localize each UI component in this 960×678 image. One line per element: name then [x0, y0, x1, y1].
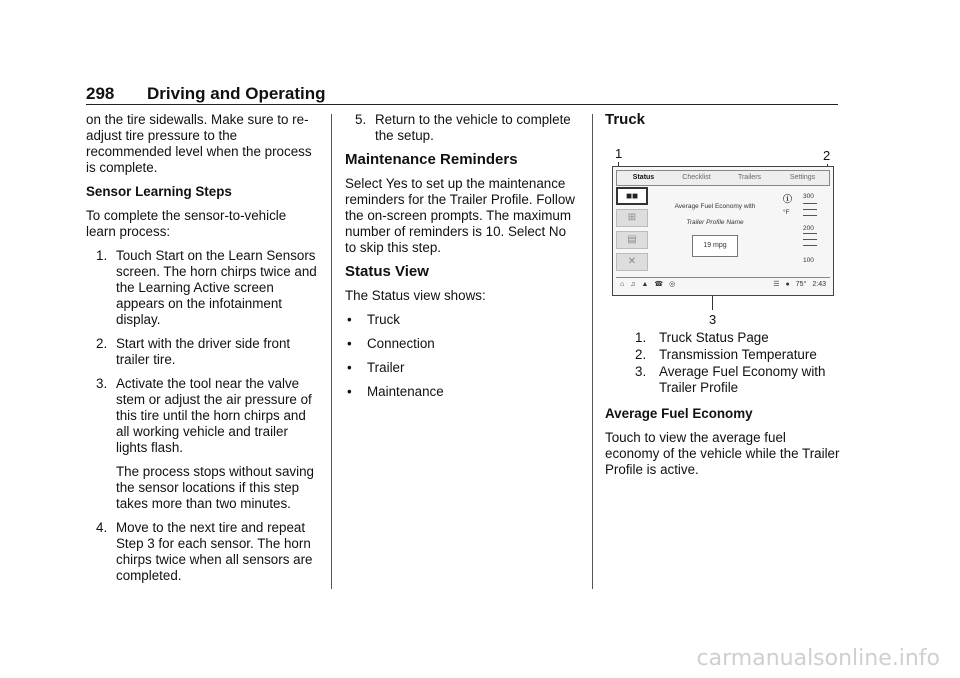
temperature-readout: 75°	[795, 281, 807, 288]
tab-checklist: Checklist	[682, 174, 711, 181]
gauge-unit: °F	[783, 209, 790, 216]
status-view-heading: Status View	[345, 263, 429, 280]
list-item	[86, 336, 318, 368]
avg-fuel-heading: Average Fuel Economy	[605, 406, 753, 421]
column-2	[345, 112, 577, 408]
location-icon: ●	[785, 281, 790, 288]
column-3	[605, 112, 841, 486]
sensor-learning-heading: Sensor Learning Steps	[86, 184, 232, 199]
step-number: 2.	[96, 336, 108, 351]
warning-icon: ⓘ	[783, 194, 793, 204]
mpg-value: 19 mpg	[692, 235, 737, 257]
truck-status-figure	[605, 136, 835, 326]
step-text: Touch Start on the Learn Sensors screen. The horn chirps twice and the Learning Active screen appears on the infotainment display.	[116, 248, 317, 327]
step-text: Start with the driver side front trailer tire.	[116, 336, 291, 367]
gauge-tick	[803, 233, 817, 234]
list-item	[345, 336, 577, 352]
step-number: 5.	[355, 112, 367, 127]
bullet-text: Trailer	[367, 360, 405, 375]
page-title: Driving and Operating	[147, 84, 326, 103]
infotainment-screen	[612, 166, 834, 296]
list-item	[86, 376, 318, 456]
maintenance-heading: Maintenance Reminders	[345, 151, 518, 168]
tab-status: Status	[632, 174, 655, 181]
list-item	[86, 248, 318, 328]
status-bullets	[345, 312, 577, 400]
legend-text: Truck Status Page	[659, 330, 769, 345]
fuel-economy-panel	[653, 187, 777, 275]
column-divider-2	[592, 114, 593, 589]
callout-3: 3	[709, 312, 717, 327]
maintenance-paragraph: Select Yes to set up the maintenance reminders for the Trailer Profile. Follow the on-screen prompts. The maximum number of reminders is 10. Select No to skip this step.	[345, 176, 575, 255]
column-1	[86, 112, 318, 592]
gauge-label-200: 200	[803, 225, 814, 232]
page-header	[86, 84, 838, 104]
screen-side-icons	[616, 187, 648, 275]
gauge-tick	[803, 203, 817, 204]
gauge-tick	[803, 215, 817, 216]
step-3-note: The process stops without saving the sensor locations if this step takes more than two minutes.	[116, 464, 314, 511]
step-number: 3.	[96, 376, 108, 391]
fuel-economy-subtitle: Trailer Profile Name	[686, 219, 744, 226]
header-rule	[86, 104, 838, 105]
page-number: 298	[86, 84, 115, 103]
watermark: carmanualsonline.info	[696, 646, 940, 671]
truck-icon: ■■	[616, 187, 648, 205]
fuel-economy-title: Average Fuel Economy with	[674, 203, 756, 210]
bullet-text: Maintenance	[367, 384, 444, 399]
sensor-steps-list	[86, 248, 318, 456]
legend-text: Average Fuel Economy with Trailer Profile	[659, 364, 826, 395]
tab-trailers: Trailers	[737, 174, 762, 181]
screen-status-bar	[616, 277, 830, 292]
list-item	[605, 347, 841, 363]
home-icon: ⌂	[620, 281, 625, 288]
trailer-icon: ▤	[616, 231, 648, 249]
intro-paragraph: on the tire sidewalls. Make sure to re-adjust tire pressure to the recommended level when the process is complete.	[86, 112, 312, 175]
bullet-text: Connection	[367, 336, 435, 351]
list-item	[345, 112, 577, 144]
legend-number: 3.	[635, 364, 647, 379]
avg-fuel-paragraph: Touch to view the average fuel economy of the vehicle while the Trailer Profile is active.	[605, 430, 840, 477]
navigation-icon: ▲	[641, 281, 649, 288]
bullet-icon: •	[347, 312, 352, 327]
audio-icon: ♫	[630, 281, 636, 288]
gauge-tick	[803, 245, 817, 246]
sensor-learning-lead: To complete the sensor-to-vehicle learn process:	[86, 208, 287, 239]
steps-list-cont	[345, 112, 577, 144]
screen-tabs	[616, 170, 830, 186]
step-number: 1.	[96, 248, 108, 263]
gauge-tick	[803, 239, 817, 240]
gauge-tick	[803, 209, 817, 210]
tab-settings: Settings	[789, 174, 816, 181]
list-item	[86, 520, 318, 584]
legend-text: Transmission Temperature	[659, 347, 817, 362]
list-item	[345, 312, 577, 328]
signal-icon: ☰	[773, 281, 780, 288]
list-item	[605, 330, 841, 346]
step-text: Return to the vehicle to complete the setup.	[375, 112, 571, 143]
maintenance-icon: ✕	[616, 253, 648, 271]
callout-2: 2	[823, 148, 831, 163]
clock-readout: 2:43	[812, 281, 826, 288]
phone-icon: ☎	[654, 281, 664, 288]
apps-icon: ◎	[669, 281, 676, 288]
gauge-label-100: 100	[803, 257, 814, 264]
legend-number: 2.	[635, 347, 647, 362]
step-text: Move to the next tire and repeat Step 3 for each sensor. The horn chirps twice when all sensors are completed.	[116, 520, 313, 583]
column-divider-1	[331, 114, 332, 589]
bullet-icon: •	[347, 360, 352, 375]
step-text: Activate the tool near the valve stem or adjust the air pressure of this tire until the horn chirps and all working vehicle and trailer lights flash.	[116, 376, 312, 455]
figure-legend	[605, 330, 841, 396]
sensor-steps-list-cont	[86, 520, 318, 584]
bullet-icon: •	[347, 384, 352, 399]
transmission-temp-gauge	[781, 187, 829, 275]
step-number: 4.	[96, 520, 108, 535]
gauge-label-300: 300	[803, 193, 814, 200]
truck-heading: Truck	[605, 111, 646, 128]
connection-icon: ⊞	[616, 209, 648, 227]
status-view-lead: The Status view shows:	[345, 288, 486, 303]
list-item	[345, 360, 577, 376]
legend-number: 1.	[635, 330, 647, 345]
list-item	[345, 384, 577, 400]
bullet-text: Truck	[367, 312, 400, 327]
list-item	[605, 364, 841, 396]
bullet-icon: •	[347, 336, 352, 351]
callout-1: 1	[615, 146, 623, 161]
